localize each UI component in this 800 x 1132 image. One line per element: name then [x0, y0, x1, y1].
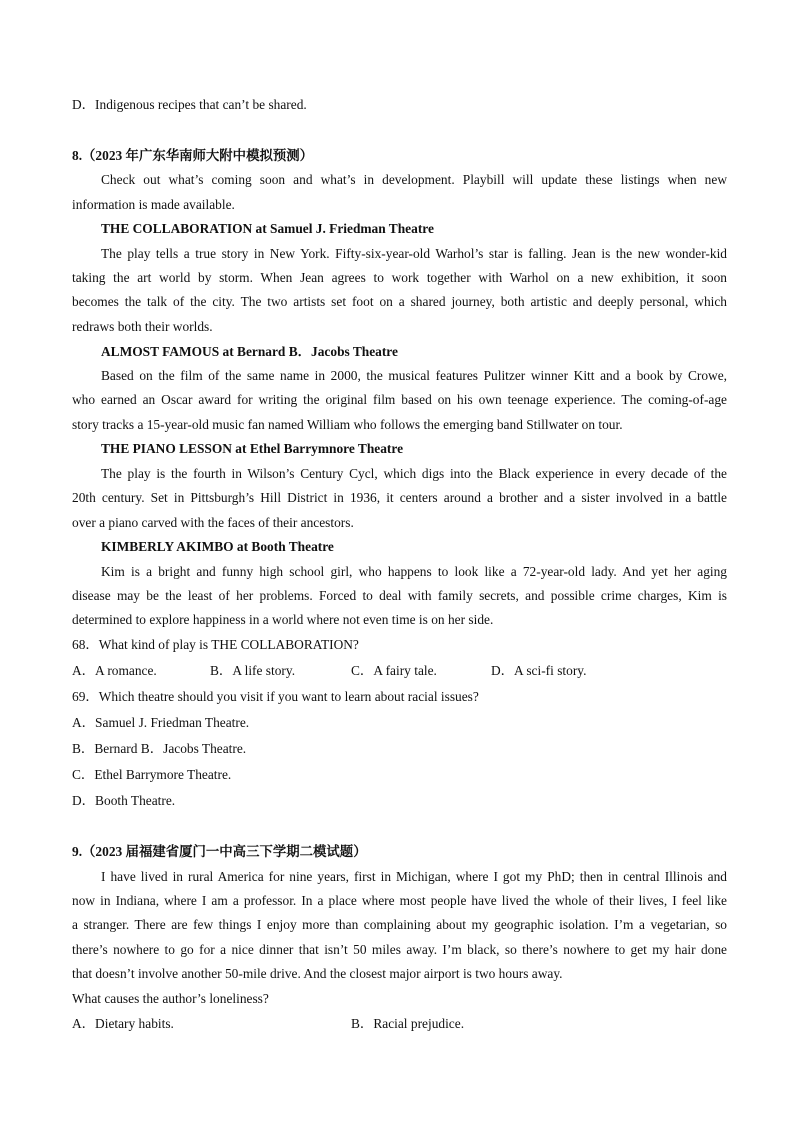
question-9-prompt: What causes the author’s loneliness?: [72, 991, 269, 1006]
q69-option-d: D．Booth Theatre.: [72, 793, 176, 808]
question-68: 68．What kind of play is THE COLLABORATION?: [72, 637, 359, 652]
question-9-heading: 9.（2023 届福建省厦门一中高三下学期二模试题）: [72, 844, 367, 859]
passage-8-line: determined to explore happiness in a world where not even time is on her side.: [72, 612, 494, 627]
passage-9-line: there’s nowhere to go for a nice dinner that isn’t 50 miles away. I’m black, so there’s nowhere to get my hair done: [72, 942, 727, 957]
q68-option-a: A．A romance.: [72, 663, 157, 678]
passage-8-line: disease may be the least of her problems. Forced to deal with family secrets, and possible crime charges, Kim is: [72, 588, 727, 603]
prev-option-d: D．Indigenous recipes that can’t be shared.: [72, 97, 307, 112]
question-69: 69．Which theatre should you visit if you want to learn about racial issues?: [72, 689, 479, 704]
passage-9-line: a stranger. There are few things I enjoy more than complaining about my geographic isolation. I’m a vegetarian, so: [72, 917, 727, 932]
q9-option-a: A．Dietary habits.: [72, 1016, 174, 1031]
section-heading-piano-lesson: THE PIANO LESSON at Ethel Barrymnore Theatre: [101, 441, 404, 456]
passage-9-line: I have lived in rural America for nine years, first in Michigan, where I got my PhD; then in central Illinois and: [101, 869, 727, 884]
passage-8-line: over a piano carved with the faces of their ancestors.: [72, 515, 354, 530]
q69-option-a: A．Samuel J. Friedman Theatre.: [72, 715, 250, 730]
question-8-heading: 8.（2023 年广东华南师大附中模拟预测）: [72, 148, 314, 163]
passage-8-line: Kim is a bright and funny high school girl, who happens to look like a 72-year-old lady. And yet her aging: [101, 564, 727, 579]
passage-9-line: that doesn’t involve another 50-mile drive. And the closest major airport is two hours away.: [72, 966, 563, 981]
passage-8-line: 20th century. Set in Pittsburgh’s Hill District in 1936, it centers around a brother and a sister involved in a battle: [72, 490, 727, 505]
passage-9-line: now in Indiana, where I am a professor. In a place where most people have lived the whole of their lives, I feel like: [72, 893, 727, 908]
q9-option-b: B．Racial prejudice.: [351, 1016, 465, 1031]
passage-8-intro-line: information is made available.: [72, 197, 235, 212]
section-heading-collaboration: THE COLLABORATION at Samuel J. Friedman Theatre: [101, 221, 434, 236]
passage-8-line: redraws both their worlds.: [72, 319, 213, 334]
passage-8-line: story tracks a 15-year-old music fan named William who follows the emerging band Stillwater on tour.: [72, 417, 623, 432]
passage-8-line: who earned an Oscar award for writing the original film based on his own teenage experience. The coming-of-age: [72, 392, 727, 407]
section-heading-almost-famous: ALMOST FAMOUS at Bernard B．Jacobs Theatre: [101, 344, 398, 359]
section-heading-kimberly-akimbo: KIMBERLY AKIMBO at Booth Theatre: [101, 539, 334, 554]
q68-option-c: C．A fairy tale.: [351, 663, 437, 678]
passage-8-line: becomes the talk of the city. The two artists set foot on a shared journey, both artistic and deeply personal, which: [72, 294, 727, 309]
q68-option-d: D．A sci-fi story.: [491, 663, 587, 678]
q68-option-b: B．A life story.: [210, 663, 296, 678]
q69-option-b: B．Bernard B．Jacobs Theatre.: [72, 741, 247, 756]
q69-option-c: C．Ethel Barrymore Theatre.: [72, 767, 232, 782]
passage-8-line: The play is the fourth in Wilson’s Century Cycl, which digs into the Black experience in every decade of the: [101, 466, 727, 481]
passage-8-line: taking the art world by storm. When Jean agrees to work together with Warhol on a new exhibition, it soon: [72, 270, 727, 285]
passage-8-intro-line: Check out what’s coming soon and what’s in development. Playbill will update these listings when new: [101, 172, 727, 187]
passage-8-line: Based on the film of the same name in 2000, the musical features Pulitzer winner Kitt and a book by Crowe,: [101, 368, 727, 383]
passage-8-line: The play tells a true story in New York. Fifty-six-year-old Warhol’s star is falling. Jean is the new wonder-kid: [101, 246, 727, 261]
